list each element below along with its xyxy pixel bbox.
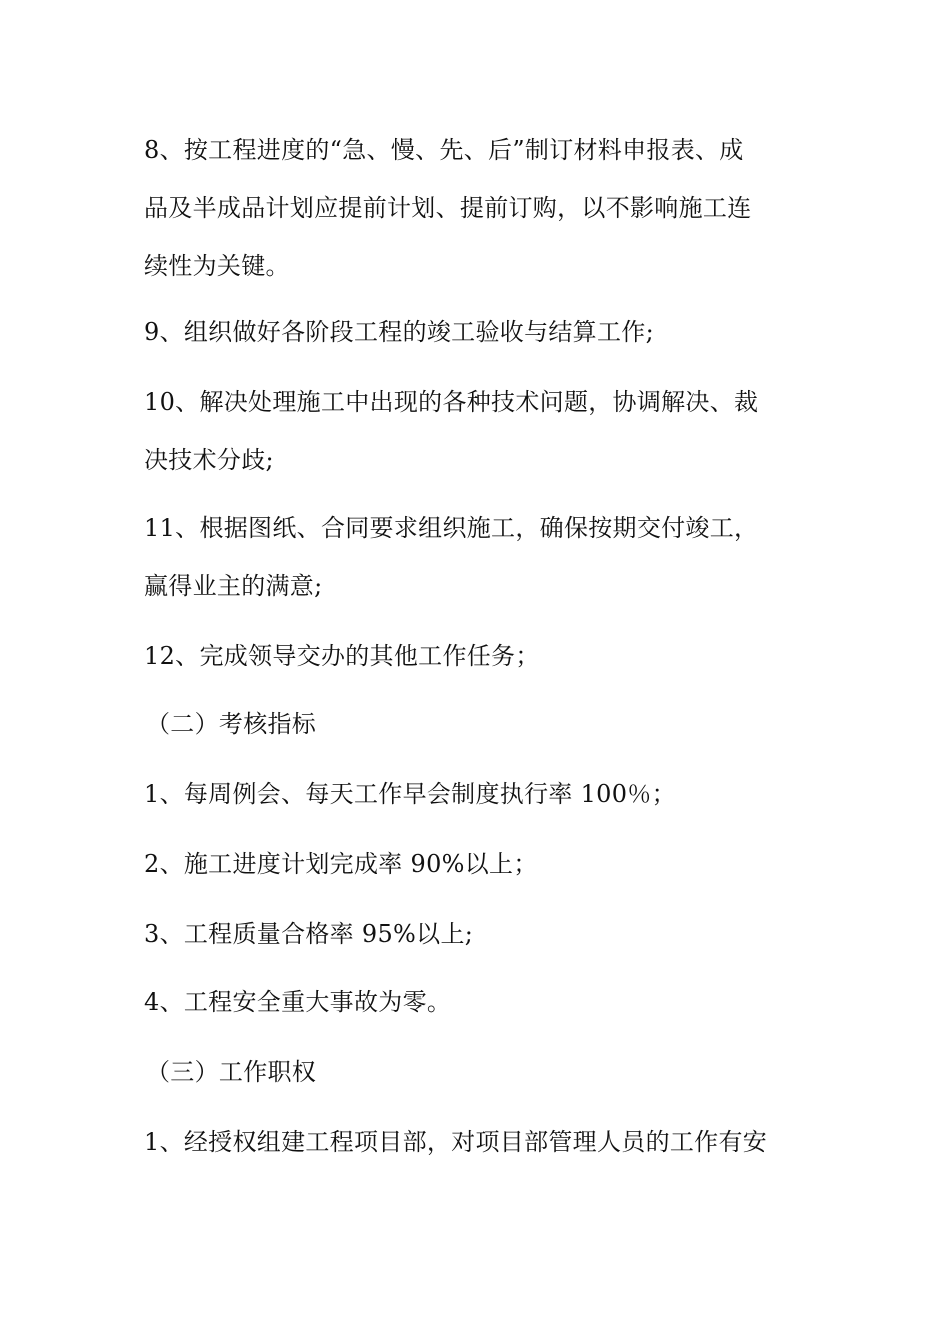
duty-item-9: 9、组织做好各阶段工程的竣工验收与结算工作; xyxy=(144,318,654,346)
assessment-item-4: 4、工程安全重大事故为零。 xyxy=(144,988,452,1016)
duty-item-11-line-1: 11、根据图纸、合同要求组织施工，确保按期交付竣工， xyxy=(144,514,759,542)
duty-item-11-line-2: 赢得业主的满意; xyxy=(144,572,323,600)
duty-item-12: 12、完成领导交办的其他工作任务； xyxy=(144,642,540,670)
duty-item-10-line-1: 10、解决处理施工中出现的各种技术问题，协调解决、裁 xyxy=(144,388,759,416)
duty-item-8-line-1: 8、按工程进度的“急、慢、先、后”制订材料申报表、成 xyxy=(144,136,744,164)
assessment-item-3: 3、工程质量合格率 95%以上; xyxy=(144,920,474,948)
duty-item-8-line-3: 续性为关键。 xyxy=(144,252,290,280)
assessment-item-1: 1、每周例会、每天工作早会制度执行率 100％； xyxy=(144,780,676,808)
authority-item-1: 1、经授权组建工程项目部，对项目部管理人员的工作有安 xyxy=(144,1128,768,1156)
assessment-item-2: 2、施工进度计划完成率 90%以上； xyxy=(144,850,538,878)
section-heading-assessment: （二）考核指标 xyxy=(146,710,317,738)
duty-item-10-line-2: 决技术分歧; xyxy=(144,446,274,474)
duty-item-8-line-2: 品及半成品计划应提前计划、提前订购，以不影响施工连 xyxy=(144,194,752,222)
section-heading-authority: （三）工作职权 xyxy=(146,1058,317,1086)
